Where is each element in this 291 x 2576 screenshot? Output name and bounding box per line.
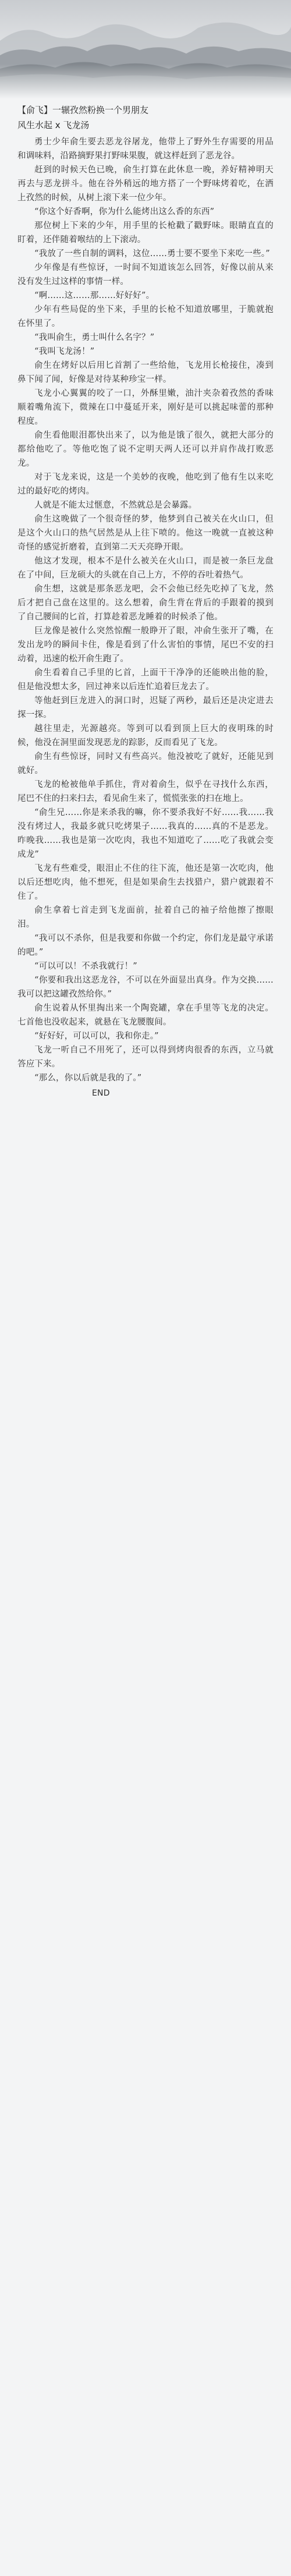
- story-paragraph: 飞龙小心翼翼的咬了一口，外酥里嫩，油汁夹杂着孜然的香味顺着嘴角流下，微辣在口中蔓延开来，刚好是可以挑起味蕾的那种程度。: [17, 389, 274, 426]
- story-paragraph: “可以可以！不杀我就行！”: [34, 962, 137, 971]
- header-banner-image: [0, 0, 291, 99]
- story-paragraph: 他这才发现，根本不是什么被关在火山口，而是被一条巨龙盘在了中间，巨龙硕大的头就在自己上方，不停的吞吐着热气。: [17, 557, 274, 580]
- story-paragraph: 飞龙一听自己不用死了，还可以得到烤肉很香的东西，立马就答应下来。: [17, 1046, 274, 1069]
- story-paragraph: 飞龙的枪被他单手抓住，背对着俞生，似乎在寻找什么东西，尾巴不住的扫来扫去，看见俞生来了，慌慌张张的扫在地上。: [17, 780, 274, 803]
- story-paragraph: 俞生想，这就是那条恶龙吧，会不会他已经先吃掉了飞龙，然后才把自己盘在这里的。这么想着，俞生背在背后的手跟着的摸到了自己腰间的匕首，打算趁着恶龙睡着的时候杀了他。: [17, 584, 274, 622]
- story-paragraph: 俞生拿着七首走到飞龙面前，扯着自己的袖子给他擦了擦眼泪。: [17, 906, 274, 929]
- end-marker: END: [92, 1089, 110, 1098]
- story-paragraph: 勇士少年俞生要去恶龙谷屠龙，他带上了野外生存需要的用品和调味料，沿路摘野果打野味果腹，就这样赶到了恶龙谷。: [17, 137, 274, 161]
- story-paragraph: 俞生看着自己手里的匕首，上面干干净净的还能映出他的脸，但是他没想太多，回过神来以后连忙追着巨龙去了。: [17, 668, 274, 692]
- story-paragraph: 飞龙有些难受，眼泪止不住的往下流，他还是第一次吃肉，他以后还想吃肉，他不想死，但是如果俞生去找猎户，猎户就跟着不住了。: [17, 864, 274, 901]
- story-paragraph: “我叫飞龙汤！”: [34, 347, 95, 356]
- story-title: 【俞飞】一辗孜然粉换一个男朋友: [17, 105, 149, 115]
- story-paragraph: “啊……这……那……好好好”。: [34, 291, 155, 300]
- story-paragraph: 巨龙像是被什么突然惊醒一般睁开了眼，冲俞生张开了嘴，在发出龙吟的瞬间卡住，像是看到了什么害怕的事情，尾巴不安的扫动着，迅速的松开俞生跑了。: [17, 626, 274, 664]
- story-paragraph: “俞生兄……你是来杀我的嘛，你不要杀我好不好……我……我没有烤过人，我最多就只吃烤果子……我真的……真的不是恶龙。昨晚我……我也是第一次吃肉，我也不知道吃了……吃了我就会变成龙”: [17, 808, 274, 859]
- story-paragraph: “我放了一些自制的调料，这位……勇士要不要坐下来吃一些。”: [34, 249, 270, 258]
- story-paragraph: 少年像是有些惊讶，一时间不知道该怎么回答，好像以前从来没有发生过这样的事情一样。: [17, 263, 274, 286]
- story-paragraph: 那位树上下来的少年，用手里的长枪戳了戳野味。眼睛直直的盯着，还伴随着喉结的上下滚动。: [17, 221, 274, 245]
- story-article: [17, 104, 274, 1100]
- story-paragraph: 俞生说着从怀里掏出来一个陶瓷罐，拿在手里等飞龙的决定。七首他也没收起来，就悬在飞龙腰腹间。: [17, 1004, 274, 1027]
- story-paragraph: 人就是不能太过惬意，不然就总是会暴露。: [34, 501, 197, 510]
- story-paragraph: “你这个好香啊，你为什么能烤出这么香的东西”: [34, 207, 215, 217]
- story-paragraph: 俞生这晚做了一个很奇怪的梦，他梦到自己被关在火山口，但是这个火山口的热气居然是从上往下喷的。他这一晚就一直被这种奇怪的感觉折磨着，直到第二天天亮睁开眼。: [17, 515, 274, 552]
- story-body: [17, 135, 274, 1085]
- story-paragraph: “我可以不杀你，但是我要和你做一个约定，你们龙是最守承诺的吧。”: [17, 934, 274, 957]
- story-paragraph: “你要和我出这恶龙谷，不可以在外面显出真身。作为交换……我可以把这罐孜然给你。”: [17, 976, 274, 999]
- story-paragraph: 俞生在烤好以后用匕首割了一些给他，飞龙用长枪接住，凑到鼻下闻了闻，好像是对待某种珍宝一样。: [17, 361, 274, 384]
- story-paragraph: 俞生看他眼泪都快出来了，以为他是饿了很久，就把大部分的都给他吃了。等他吃饱了说不定明天两人还可以并肩作战打败恶龙。: [17, 431, 274, 468]
- story-paragraph: “好好好，可以可以，我和你走。”: [34, 1032, 159, 1041]
- story-paragraph: 等他赶到巨龙进入的洞口时，迟疑了两秒，最后还是决定进去探一探。: [17, 696, 274, 720]
- story-paragraph: 赶到的时候天色已晚，俞生打算在此休息一晚，养好精神明天再去与恶龙拼斗。他在谷外稍远的地方搭了一个野味烤着吃，在洒上孜然的时候，从树上滚下来一位少年。: [17, 165, 274, 203]
- misty-mountains-icon: [0, 0, 291, 99]
- story-paragraph: “我叫俞生，勇士叫什么名字？”: [34, 333, 155, 342]
- story-paragraph: “那么，你以后就是我的了。”: [34, 1073, 142, 1083]
- story-paragraph: 对于飞龙来说，这是一个美妙的夜晚，他吃到了他有生以来吃过的最好吃的烤肉。: [17, 473, 274, 496]
- story-subtitle: 风生水起 x 飞龙汤: [17, 120, 90, 130]
- story-paragraph: 少年有些局促的坐下来，手里的长枪不知道放哪里，于脆就抱在怀里了。: [17, 305, 274, 328]
- story-paragraph: 越往里走，光源越亮。等到可以看到顶上巨大的夜明珠的时候，他没在洞里面发现恶龙的踪影，反而看见了飞龙。: [17, 724, 274, 747]
- story-paragraph: 俞生有些惊讶，同时又有些高兴。他没被吃了就好，还能见到就好。: [17, 752, 274, 775]
